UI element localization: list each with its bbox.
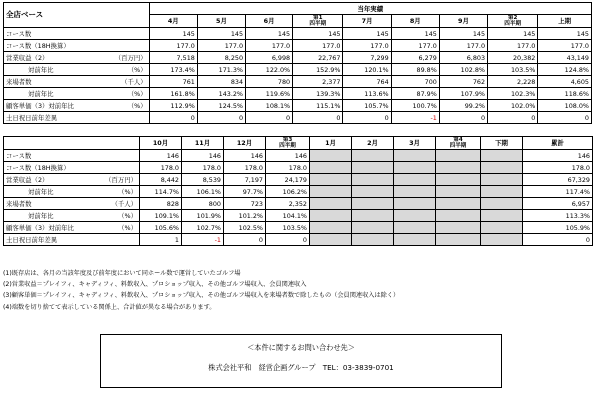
- table-row: [4, 64, 592, 76]
- table-cell: 0: [197, 112, 245, 124]
- table-cell: 6,957: [523, 198, 593, 210]
- table-cell: 173.4%: [149, 64, 197, 76]
- table-row: [4, 186, 593, 198]
- table-cell: [310, 222, 352, 234]
- table-cell: 0: [523, 234, 593, 246]
- row-unit: （%）: [127, 89, 147, 98]
- table-cell: 101.2%: [224, 210, 266, 222]
- row-label-text: 対前年比: [28, 187, 54, 196]
- table-cell: [436, 222, 481, 234]
- table-cell: 723: [224, 198, 266, 210]
- table-cell: [394, 186, 436, 198]
- table-cell: 139.3%: [293, 88, 343, 100]
- table-cell: [481, 150, 523, 162]
- table-cell: 145: [538, 28, 592, 40]
- column-header: 第2 四半期: [488, 15, 538, 28]
- table-cell: 103.5%: [266, 222, 310, 234]
- table-cell: 113.3%: [523, 210, 593, 222]
- table-cell: [352, 234, 394, 246]
- footnote-2: (2)営業収益＝プレイフィ、キャディフィ、料飲収入、プロショップ収入、その他ゴルフ場収入、会員関連収入: [3, 281, 307, 289]
- footnote-3: (3)顧客単価＝プレイフィ、キャディフィ、料飲収入、プロショップ収入、その他ゴルフ場収入を来場者数で除したもの（会員関連収入は除く）: [3, 292, 400, 300]
- table-cell: [310, 186, 352, 198]
- row-unit: （%）: [118, 187, 137, 196]
- table-cell: 177.0: [391, 40, 439, 52]
- row-label: [4, 52, 150, 64]
- column-header: 4月: [149, 15, 197, 28]
- table-row: [4, 88, 592, 100]
- table-cell: 2,352: [266, 198, 310, 210]
- table-cell: [481, 198, 523, 210]
- row-unit: （%）: [118, 223, 137, 232]
- table-cell: 102.7%: [182, 222, 224, 234]
- column-header: 下期: [481, 137, 523, 150]
- table-row: [4, 150, 593, 162]
- table-cell: 22,767: [293, 52, 343, 64]
- table-row: [4, 162, 593, 174]
- table-cell: [394, 162, 436, 174]
- table-cell: -1: [391, 112, 439, 124]
- table-cell: 122.0%: [246, 64, 293, 76]
- table-cell: [352, 150, 394, 162]
- table-cell: 0: [343, 112, 391, 124]
- column-header: 5月: [197, 15, 245, 28]
- row-label: [4, 100, 150, 112]
- row-label-text: 対前年比: [28, 211, 54, 220]
- table-cell: 105.6%: [140, 222, 182, 234]
- table-cell: 0: [439, 112, 487, 124]
- table-cell: 146: [266, 150, 310, 162]
- column-header: 累計: [523, 137, 593, 150]
- row-unit: （百万円）: [105, 175, 137, 184]
- row-label: [4, 40, 150, 52]
- table-cell: 107.9%: [439, 88, 487, 100]
- group-header: 当年実績: [149, 3, 591, 15]
- table-cell: 145: [293, 28, 343, 40]
- table-cell: 177.0: [149, 40, 197, 52]
- table-cell: [310, 210, 352, 222]
- table-cell: 2,377: [293, 76, 343, 88]
- table-cell: 177.0: [538, 40, 592, 52]
- table-cell: [394, 174, 436, 186]
- table-cell: 145: [343, 28, 391, 40]
- table-cell: 8,442: [140, 174, 182, 186]
- table-cell: 104.1%: [266, 210, 310, 222]
- table-cell: 89.8%: [391, 64, 439, 76]
- column-header: 1月: [310, 137, 352, 150]
- table-cell: 762: [439, 76, 487, 88]
- row-label-text: 顧客単価（3）対前年比: [6, 101, 74, 110]
- table-cell: 145: [246, 28, 293, 40]
- table-cell: [436, 162, 481, 174]
- table-cell: [352, 162, 394, 174]
- table-cell: 143.2%: [197, 88, 245, 100]
- row-label-text: 顧客単価（3）対前年比: [6, 223, 74, 232]
- table-cell: 108.0%: [538, 100, 592, 112]
- column-header: 第1 四半期: [293, 15, 343, 28]
- table-cell: [352, 210, 394, 222]
- table-cell: 177.0: [246, 40, 293, 52]
- table-cell: 0: [293, 112, 343, 124]
- table-cell: 177.0: [439, 40, 487, 52]
- table-cell: [352, 198, 394, 210]
- row-unit: （百万円）: [114, 53, 147, 62]
- table-cell: 152.9%: [293, 64, 343, 76]
- table-row: [4, 234, 593, 246]
- row-label: [4, 198, 140, 210]
- table-cell: 120.1%: [343, 64, 391, 76]
- table-cell: [481, 186, 523, 198]
- row-label-text: 来場者数: [6, 199, 32, 208]
- table-row: [4, 210, 593, 222]
- table-cell: 102.5%: [224, 222, 266, 234]
- table-cell: 99.2%: [439, 100, 487, 112]
- table-cell: 118.6%: [538, 88, 592, 100]
- table-cell: 115.1%: [293, 100, 343, 112]
- column-header: 3月: [394, 137, 436, 150]
- table-cell: 161.8%: [149, 88, 197, 100]
- row-label-text: コース数（18H換算）: [6, 163, 70, 172]
- table-row: [4, 76, 592, 88]
- table-cell: [481, 162, 523, 174]
- table-cell: 800: [182, 198, 224, 210]
- table-cell: 8,539: [182, 174, 224, 186]
- column-header: 10月: [140, 137, 182, 150]
- table-cell: [394, 210, 436, 222]
- table-cell: 177.0: [343, 40, 391, 52]
- table-cell: 834: [197, 76, 245, 88]
- column-header: 2月: [352, 137, 394, 150]
- table-cell: 124.5%: [197, 100, 245, 112]
- table-cell: 67,329: [523, 174, 593, 186]
- table-cell: 20,382: [488, 52, 538, 64]
- table-cell: 103.5%: [488, 64, 538, 76]
- column-header: 9月: [439, 15, 487, 28]
- table-cell: 178.0: [224, 162, 266, 174]
- table-cell: 105.7%: [343, 100, 391, 112]
- table-cell: [481, 210, 523, 222]
- table-row: [4, 100, 592, 112]
- row-label-text: 来場者数: [6, 77, 32, 86]
- table-cell: 105.9%: [523, 222, 593, 234]
- column-header: 12月: [224, 137, 266, 150]
- table-cell: [310, 162, 352, 174]
- row-label: [4, 112, 150, 124]
- table-cell: [394, 234, 436, 246]
- table-cell: [481, 174, 523, 186]
- row-label-text: 対前年比: [28, 65, 54, 74]
- table-cell: [310, 174, 352, 186]
- table-cell: 0: [149, 112, 197, 124]
- column-header: 6月: [246, 15, 293, 28]
- table-cell: [481, 222, 523, 234]
- table-cell: 100.7%: [391, 100, 439, 112]
- table-cell: 171.3%: [197, 64, 245, 76]
- table-cell: 6,803: [439, 52, 487, 64]
- table-cell: 145: [149, 28, 197, 40]
- table-cell: 761: [149, 76, 197, 88]
- row-unit: （%）: [127, 101, 147, 110]
- table-cell: 117.4%: [523, 186, 593, 198]
- header-spacer: [4, 137, 140, 150]
- row-unit: （%）: [127, 65, 147, 74]
- table-cell: 145: [488, 28, 538, 40]
- row-label-text: 営業収益（2）: [6, 175, 49, 184]
- table-cell: 106.2%: [266, 186, 310, 198]
- table-cell: 178.0: [140, 162, 182, 174]
- table-cell: 106.1%: [182, 186, 224, 198]
- column-header: 上期: [538, 15, 592, 28]
- row-label: [4, 88, 150, 100]
- table-cell: 177.0: [488, 40, 538, 52]
- table-cell: 1: [140, 234, 182, 246]
- table-cell: 102.8%: [439, 64, 487, 76]
- table-cell: 43,149: [538, 52, 592, 64]
- table-cell: 7,197: [224, 174, 266, 186]
- table-cell: 7,518: [149, 52, 197, 64]
- table-cell: [481, 234, 523, 246]
- table-cell: [394, 222, 436, 234]
- table-cell: 146: [140, 150, 182, 162]
- table-cell: 8,250: [197, 52, 245, 64]
- table-cell: 101.9%: [182, 210, 224, 222]
- table-row: [4, 40, 592, 52]
- table-cell: [436, 150, 481, 162]
- column-header: 11月: [182, 137, 224, 150]
- row-label: [4, 174, 140, 186]
- table-cell: 102.0%: [488, 100, 538, 112]
- table-cell: 764: [343, 76, 391, 88]
- table-cell: [352, 174, 394, 186]
- table-cell: 0: [224, 234, 266, 246]
- table-row: [4, 174, 593, 186]
- row-label-text: コース数: [6, 151, 32, 160]
- table-cell: 177.0: [293, 40, 343, 52]
- row-label-text: 営業収益（2）: [6, 53, 49, 62]
- table-cell: 146: [523, 150, 593, 162]
- row-label: [4, 28, 150, 40]
- row-label-text: 土日祝日前年差異: [6, 235, 58, 244]
- table-cell: 112.9%: [149, 100, 197, 112]
- table-cell: 113.6%: [343, 88, 391, 100]
- table-cell: 178.0: [182, 162, 224, 174]
- table-cell: [394, 150, 436, 162]
- table-row: [4, 198, 593, 210]
- table-cell: 828: [140, 198, 182, 210]
- row-label: [4, 64, 150, 76]
- table-cell: 119.6%: [246, 88, 293, 100]
- table-cell: [310, 234, 352, 246]
- table-cell: 0: [246, 112, 293, 124]
- footnotes: [3, 268, 399, 313]
- table-cell: 4,605: [538, 76, 592, 88]
- page-title: 全店ベース: [4, 3, 150, 28]
- column-header: 第3 四半期: [266, 137, 310, 150]
- row-label: [4, 162, 140, 174]
- row-label-text: 対前年比: [28, 89, 54, 98]
- table-cell: 145: [439, 28, 487, 40]
- contact-box: [100, 334, 502, 388]
- table-cell: 6,998: [246, 52, 293, 64]
- table-cell: 114.7%: [140, 186, 182, 198]
- row-label: [4, 150, 140, 162]
- contact-line: 株式会社平和 経営企画グループ TEL：03-3839-0701: [208, 363, 394, 372]
- table-row: [4, 28, 592, 40]
- row-unit: （千人）: [111, 199, 137, 208]
- table-cell: 124.8%: [538, 64, 592, 76]
- table-cell: [352, 222, 394, 234]
- table-cell: 178.0: [266, 162, 310, 174]
- table-cell: 87.9%: [391, 88, 439, 100]
- column-header: 7月: [343, 15, 391, 28]
- table-cell: 0: [538, 112, 592, 124]
- table-cell: [310, 150, 352, 162]
- table-cell: 145: [391, 28, 439, 40]
- table-row: [4, 52, 592, 64]
- table-cell: 177.0: [197, 40, 245, 52]
- column-header: 第4 四半期: [436, 137, 481, 150]
- table-cell: 146: [182, 150, 224, 162]
- contact-heading: ＜本件に関するお問い合わせ先＞: [247, 343, 355, 352]
- table-cell: [436, 210, 481, 222]
- footnote-4: (4)端数を切り捨てて表示している関係上、合計値が異なる場合があります。: [3, 303, 216, 311]
- row-label: [4, 76, 150, 88]
- table-cell: 109.1%: [140, 210, 182, 222]
- table-cell: 6,279: [391, 52, 439, 64]
- table-cell: 780: [246, 76, 293, 88]
- table-cell: [436, 234, 481, 246]
- table-cell: [436, 174, 481, 186]
- table-cell: 2,228: [488, 76, 538, 88]
- row-unit: （千人）: [121, 77, 147, 86]
- column-header: 8月: [391, 15, 439, 28]
- row-label-text: コース数: [6, 29, 32, 38]
- row-label: [4, 222, 140, 234]
- table-cell: [310, 198, 352, 210]
- table-cell: [436, 186, 481, 198]
- table-cell: 97.7%: [224, 186, 266, 198]
- table-cell: 0: [488, 112, 538, 124]
- table-cell: 108.1%: [246, 100, 293, 112]
- table-cell: 700: [391, 76, 439, 88]
- row-label-text: 土日祝日前年差異: [6, 113, 58, 122]
- row-unit: （%）: [118, 211, 137, 220]
- row-label: [4, 210, 140, 222]
- table-row: [4, 112, 592, 124]
- second-half-table: [3, 136, 593, 246]
- row-label-text: コース数（18H換算）: [6, 41, 70, 50]
- table-cell: -1: [182, 234, 224, 246]
- table-cell: 178.0: [523, 162, 593, 174]
- first-half-table: [3, 2, 592, 124]
- table-cell: 7,299: [343, 52, 391, 64]
- table-cell: [352, 186, 394, 198]
- table-row: [4, 222, 593, 234]
- table-cell: [394, 198, 436, 210]
- table-cell: 145: [197, 28, 245, 40]
- row-label: [4, 186, 140, 198]
- table-cell: 24,179: [266, 174, 310, 186]
- table-cell: [436, 198, 481, 210]
- table-cell: 0: [266, 234, 310, 246]
- table-cell: 102.3%: [488, 88, 538, 100]
- table-cell: 146: [224, 150, 266, 162]
- row-label: [4, 234, 140, 246]
- footnote-1: (1)既存店は、各月の当該年度及び前年度において同ホール数で運営していたゴルフ場: [3, 270, 241, 277]
